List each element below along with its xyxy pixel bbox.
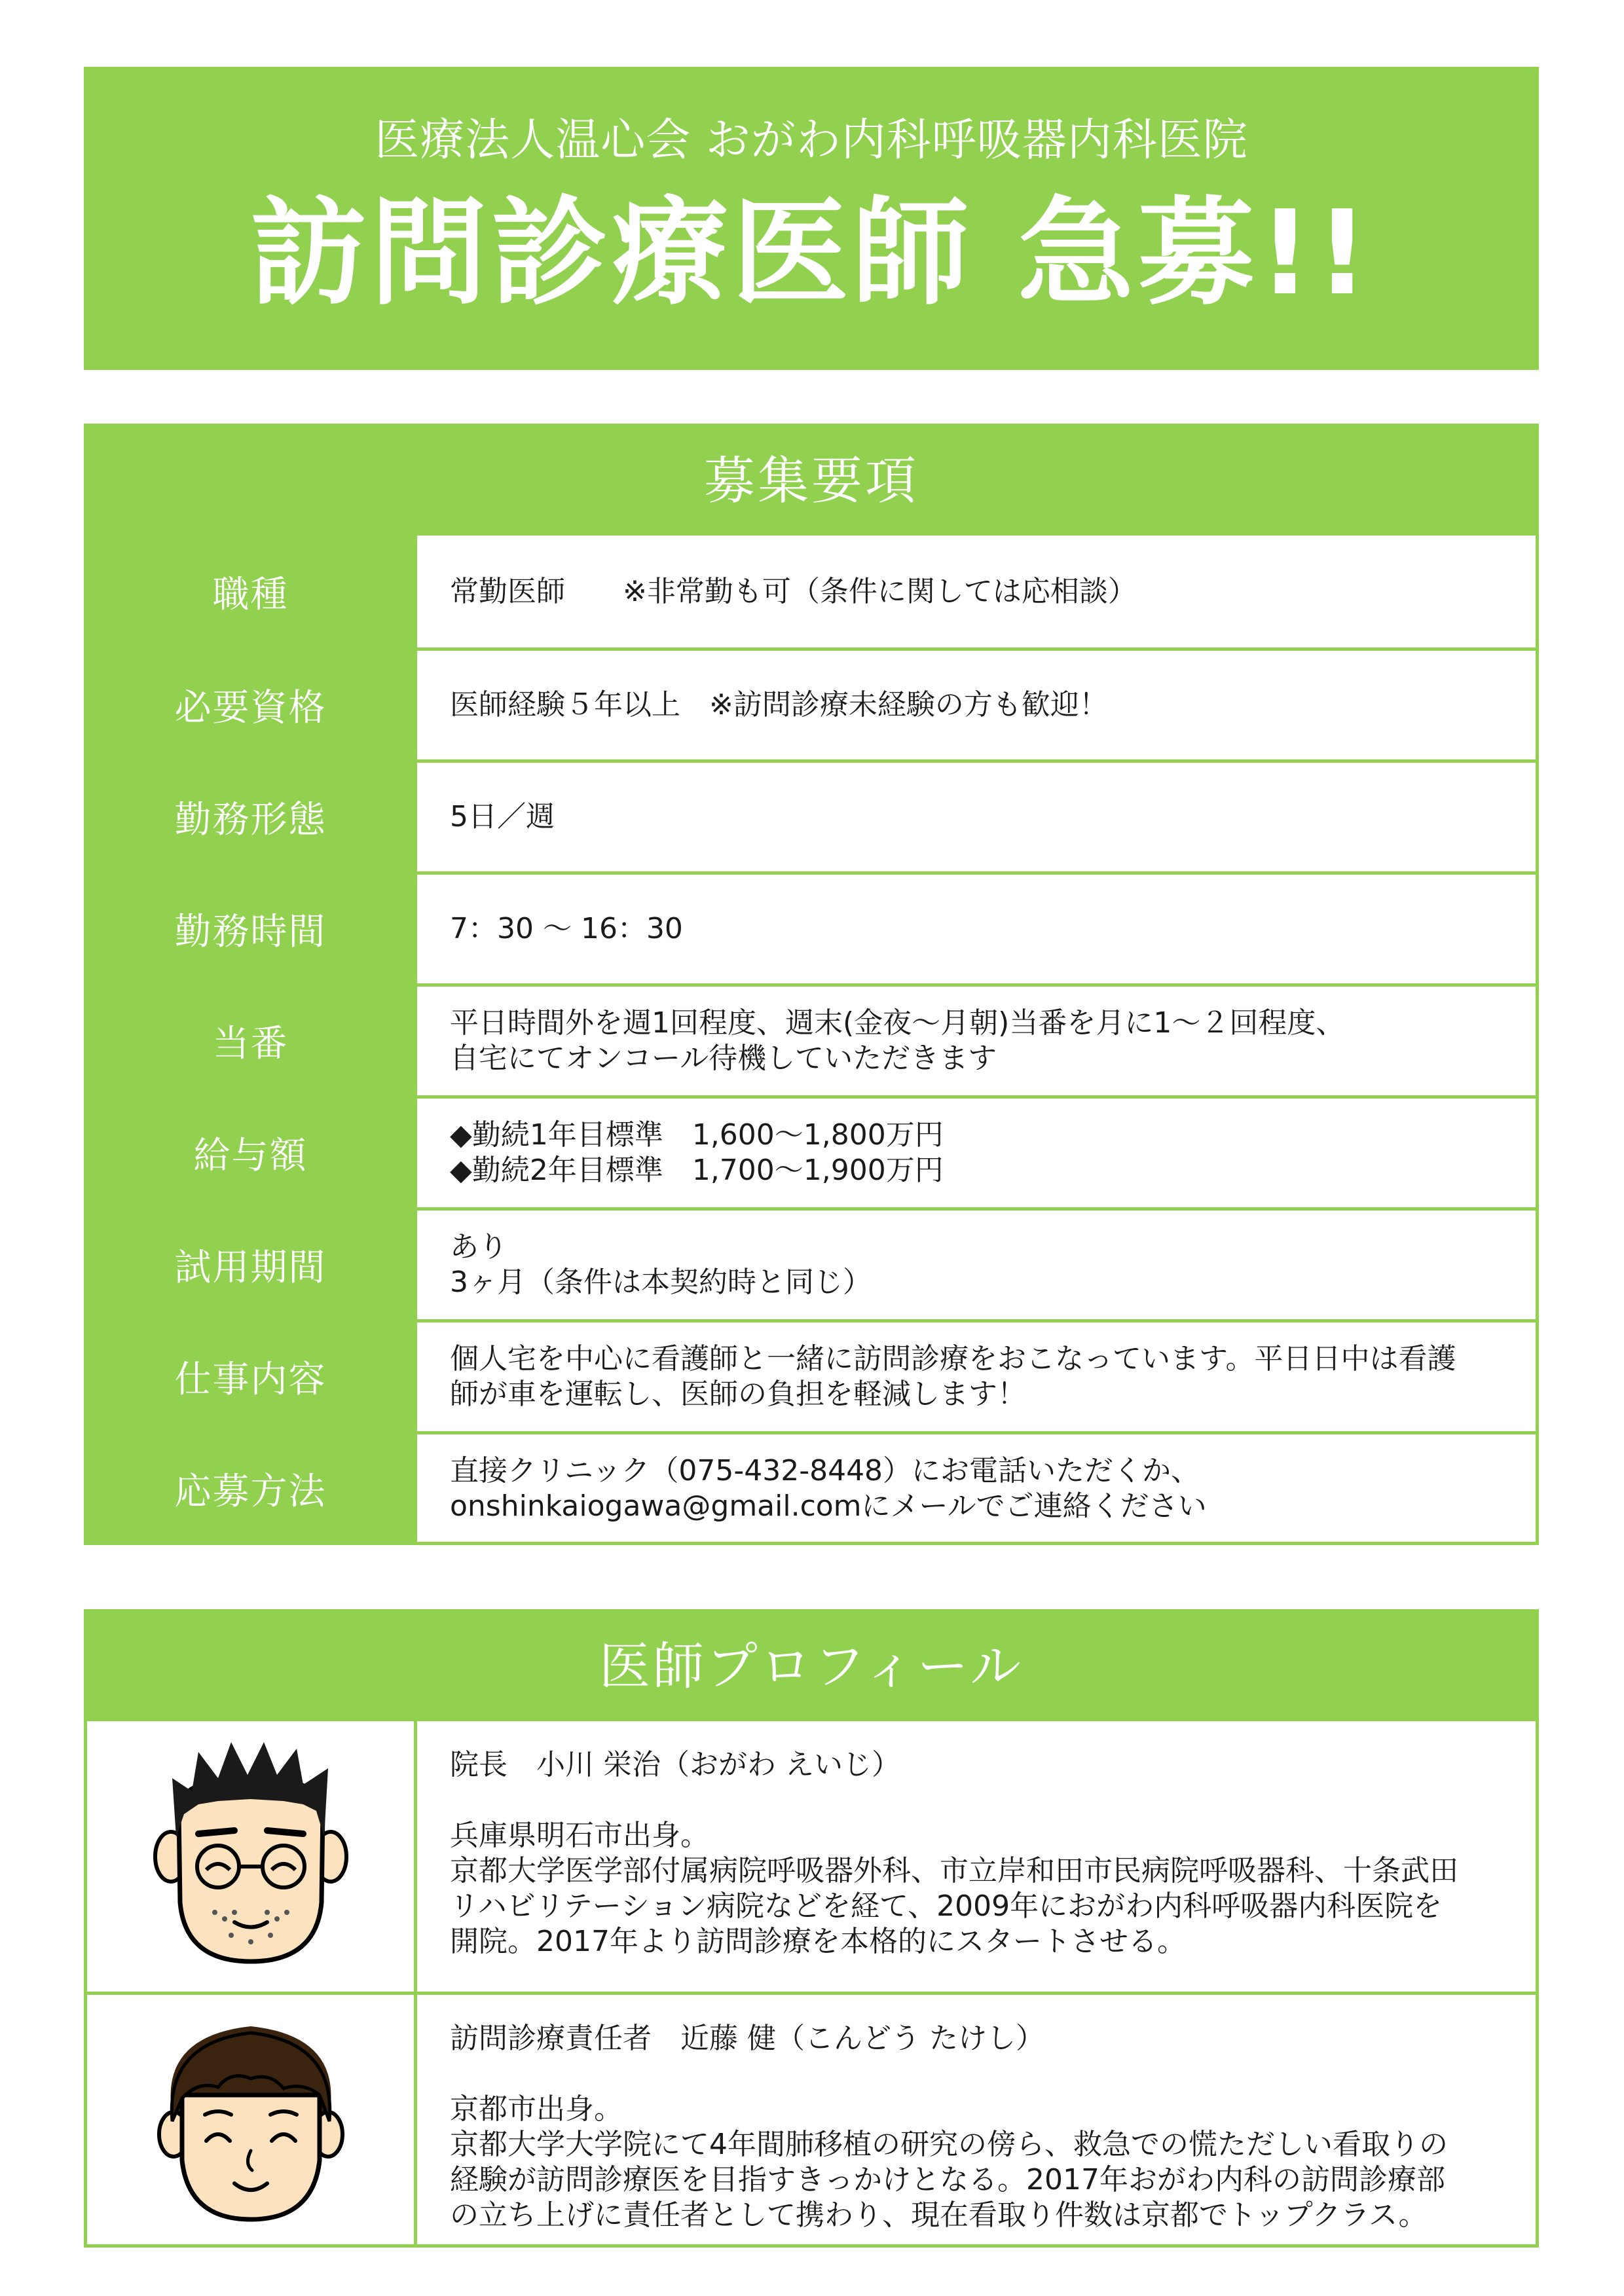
doctor-profile-row (87, 1992, 1536, 2248)
row-label: 仕事内容 (87, 1322, 417, 1431)
row-value (417, 763, 1536, 871)
recruitment-row (87, 1207, 1536, 1319)
row-value-line: 師が車を運転し、医師の負担を軽減します！ (450, 1377, 1026, 1411)
recruitment-row (87, 1319, 1536, 1431)
recruitment-row (87, 536, 1536, 647)
recruitment-row (87, 647, 1536, 759)
row-label: 当番 (87, 987, 417, 1095)
row-label: 職種 (87, 536, 417, 647)
row-label: 勤務時間 (87, 875, 417, 983)
recruitment-heading: 募集要項 (87, 427, 1536, 536)
row-value (417, 1434, 1536, 1543)
doctor-glasses-avatar-icon (153, 1739, 349, 1975)
header-banner (84, 67, 1539, 370)
doctor-origin: 兵庫県明石市出身。 (450, 1819, 709, 1852)
doctor-bio-line: リハビリテーション病院などを経て、2009年におがわ内科呼吸器内科医院を (450, 1889, 1443, 1923)
row-value (417, 1322, 1536, 1431)
doctor-bio-line: 京都大学医学部付属病院呼吸器外科、市立岸和田市民病院呼吸器科、十条武田 (450, 1854, 1458, 1887)
row-value-line: 3ヶ月（条件は本契約時と同じ） (450, 1266, 872, 1299)
page-title: 訪問診療医師 急募!! (249, 185, 1373, 321)
doctor-name: 訪問診療責任者 近藤 健（こんどう たけし） (450, 2022, 1044, 2055)
profile-heading: 医師プロフィール (87, 1613, 1536, 1721)
row-value-line: 7：30 ～ 16：30 (450, 912, 683, 945)
row-value (417, 651, 1536, 759)
doctor-bio-line: 開院。2017年より訪問診療を本格的にスタートさせる。 (450, 1925, 1186, 1958)
row-value-line: 5日／週 (450, 800, 555, 833)
recruitment-table (84, 424, 1539, 1545)
row-value-line: あり (450, 1230, 507, 1264)
row-value-line: 自宅にてオンコール待機していただきます (450, 1042, 997, 1075)
doctor-bio (417, 1995, 1536, 2248)
row-value (417, 875, 1536, 983)
row-value (417, 1211, 1536, 1319)
row-label: 応募方法 (87, 1434, 417, 1543)
row-value (417, 1099, 1536, 1207)
row-value-line: 平日時間外を週1回程度、週末(金夜～月朝)当番を月に1～２回程度、 (450, 1006, 1345, 1040)
doctor-avatar (87, 1721, 417, 1992)
recruitment-row (87, 1431, 1536, 1543)
doctor-profile-row (87, 1721, 1536, 1992)
row-label: 必要資格 (87, 651, 417, 759)
row-value (417, 987, 1536, 1095)
recruitment-row (87, 1095, 1536, 1207)
doctor-origin: 京都市出身。 (450, 2092, 623, 2126)
row-value-line: onshinkaiogawa@gmail.comにメールでご連絡ください (450, 1489, 1207, 1523)
row-value-line: ◆勤続1年目標準 1,600～1,800万円 (450, 1118, 944, 1152)
row-value-line: 医師経験５年以上 ※訪問診療未経験の方も歓迎！ (450, 688, 1108, 721)
row-label: 勤務形態 (87, 763, 417, 871)
doctor-profile-section (84, 1609, 1539, 2248)
doctor-smiling-avatar-icon (153, 2010, 349, 2232)
row-label: 給与額 (87, 1099, 417, 1207)
row-value-line: 個人宅を中心に看護師と一緒に訪問診療をおこなっています。平日日中は看護 (450, 1342, 1456, 1376)
doctor-bio-line: 京都大学大学院にて4年間肺移植の研究の傍ら、救急での慌ただしい看取りの (450, 2128, 1448, 2161)
recruitment-row (87, 983, 1536, 1095)
row-value-line: 直接クリニック（075-432-8448）にお電話いただくか、 (450, 1454, 1200, 1487)
doctor-avatar (87, 1995, 417, 2248)
org-name: 医療法人温心会 おがわ内科呼吸器内科医院 (375, 115, 1248, 166)
doctor-bio-line: の立ち上げに責任者として携わり、現在看取り件数は京都でトップクラス。 (450, 2198, 1428, 2232)
row-value (417, 536, 1536, 647)
row-label: 試用期間 (87, 1211, 417, 1319)
doctor-bio-line: 経験が訪問診療医を目指すきっかけとなる。2017年おがわ内科の訪問診療部 (450, 2163, 1445, 2196)
doctor-bio (417, 1721, 1536, 1992)
row-value-line: 常勤医師 ※非常勤も可（条件に関しては応相談） (450, 574, 1137, 608)
doctor-name: 院長 小川 栄治（おがわ えいじ） (450, 1748, 900, 1781)
recruitment-rows (87, 536, 1536, 1543)
recruitment-row (87, 759, 1536, 871)
recruitment-row (87, 871, 1536, 983)
row-value-line: ◆勤続2年目標準 1,700～1,900万円 (450, 1154, 944, 1187)
